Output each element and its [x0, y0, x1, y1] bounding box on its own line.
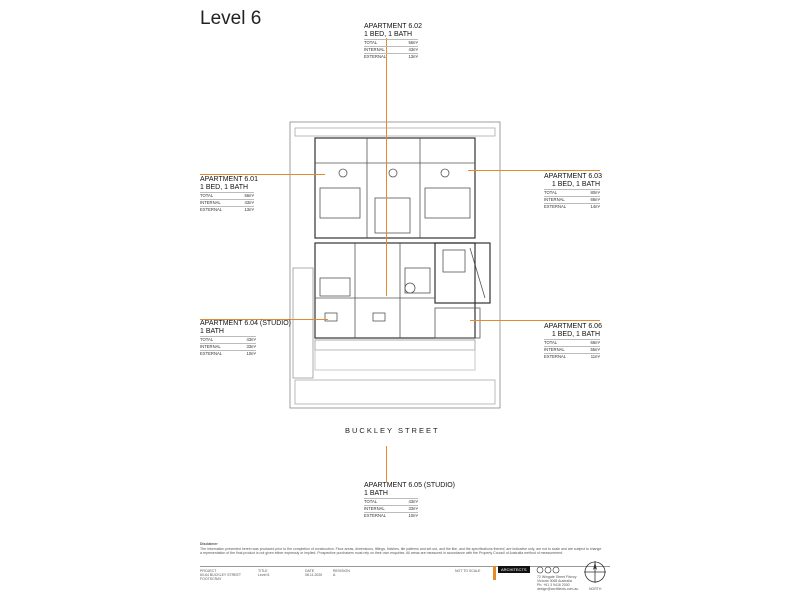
leader-line-6-02 — [386, 38, 387, 296]
leader-line-6-05 — [386, 446, 387, 482]
area-row-external: EXTERNAL 10m² — [200, 351, 256, 356]
revision-label: REVISION — [333, 569, 350, 573]
project-line-1: 60-64 BUCKLEY STREET — [200, 573, 241, 577]
area-row-internal: INTERNAL 66m² — [544, 197, 600, 202]
apartment-label-6-01 — [200, 176, 258, 213]
area-row-external: EXTERNAL 14m² — [544, 204, 600, 209]
street-name: BUCKLEY STREET — [345, 426, 440, 435]
title-label: TITLE — [258, 569, 268, 573]
disclaimer-text-2: a representation of the final product is not given either expressly or implied. Prospective purchasers must rely on their own enquiries. All areas are measured in accordance with the Property Council of Australia method of measurement. — [200, 551, 564, 555]
apartment-name: APARTMENT 6.02 — [364, 23, 422, 30]
revision-value: A — [333, 573, 336, 577]
area-row-internal: INTERNAL 33m² — [200, 344, 256, 349]
area-row-external: EXTERNAL 13m² — [200, 207, 254, 212]
floor-plan — [285, 118, 507, 418]
apartment-name: APARTMENT 6.04 (STUDIO) — [200, 320, 292, 327]
apartment-name: APARTMENT 6.03 — [544, 173, 602, 180]
area-row-external: EXTERNAL 11m² — [544, 354, 600, 359]
scale-note: NOT TO SCALE — [455, 569, 481, 573]
apartment-type: 1 BED, 1 BATH — [200, 184, 249, 191]
firm-emblem-icon — [536, 566, 560, 574]
apartment-type: 1 BED, 1 BATH — [551, 331, 600, 338]
leader-line-6-06 — [470, 320, 600, 321]
area-row-total: TOTAL 43m² — [364, 499, 418, 504]
apartment-name: APARTMENT 6.01 — [200, 176, 258, 183]
page-title: Level 6 — [200, 8, 262, 29]
apartment-label-6-03 — [544, 173, 600, 210]
project-label: PROJECT — [200, 569, 217, 573]
contact-line-2: Victoria 3065 Australia — [537, 579, 572, 583]
title-value: Level 6 — [258, 573, 270, 577]
area-row-internal: INTERNAL 43m² — [200, 200, 254, 205]
north-label: NORTH — [589, 587, 602, 591]
north-arrow-icon — [583, 560, 607, 586]
area-row-external: EXTERNAL 13m² — [364, 54, 418, 59]
area-row-total: TOTAL 80m² — [544, 190, 600, 195]
apartment-type: 1 BATH — [364, 490, 388, 497]
area-row-internal: INTERNAL 33m² — [364, 506, 418, 511]
area-row-total: TOTAL 43m² — [200, 337, 256, 342]
apartment-type: 1 BED, 1 BATH — [551, 181, 600, 188]
area-row-total: TOTAL 56m² — [364, 40, 418, 45]
apartment-type: 1 BED, 1 BATH — [364, 31, 413, 38]
date-value: 08.11.2020 — [305, 573, 323, 577]
leader-line-6-01 — [200, 174, 325, 175]
apartment-label-6-04 — [200, 320, 292, 357]
area-row-total: TOTAL 66m² — [544, 340, 600, 345]
area-row-external: EXTERNAL 10m² — [364, 513, 418, 518]
date-label: DATE — [305, 569, 315, 573]
contact-line-4: design@architects.com.au — [537, 587, 579, 591]
disclaimer-text-1: The information presented herein was produced prior to the completion of construction. Floor areas, dimensions, fittings, finishes, tile patterns and set out, and the like, and the specifications thereof, are indicative only, are not to scale and are subject to change — [200, 547, 602, 551]
contact-line-1: 72 Wingate Street Fitzroy — [537, 575, 577, 579]
area-row-total: TOTAL 56m² — [200, 193, 254, 198]
project-line-2: FOOTSCRAY — [200, 577, 222, 581]
disclaimer-heading: Disclaimer — [200, 542, 218, 546]
leader-line-6-03 — [468, 170, 600, 171]
apartment-name: APARTMENT 6.06 — [544, 323, 602, 330]
apartment-label-6-02 — [364, 23, 422, 60]
area-row-internal: INTERNAL 55m² — [544, 347, 600, 352]
apartment-name: APARTMENT 6.05 (STUDIO) — [364, 482, 456, 489]
firm-logo: ARCHITECTS — [498, 566, 530, 573]
apartment-type: 1 BATH — [200, 328, 224, 335]
area-row-internal: INTERNAL 43m² — [364, 47, 418, 52]
apartment-label-6-06 — [544, 323, 600, 360]
apartment-label-6-05 — [364, 482, 456, 519]
contact-line-3: Ph: +61 3 9416 2000 — [537, 583, 570, 587]
firm-accent — [493, 566, 496, 580]
